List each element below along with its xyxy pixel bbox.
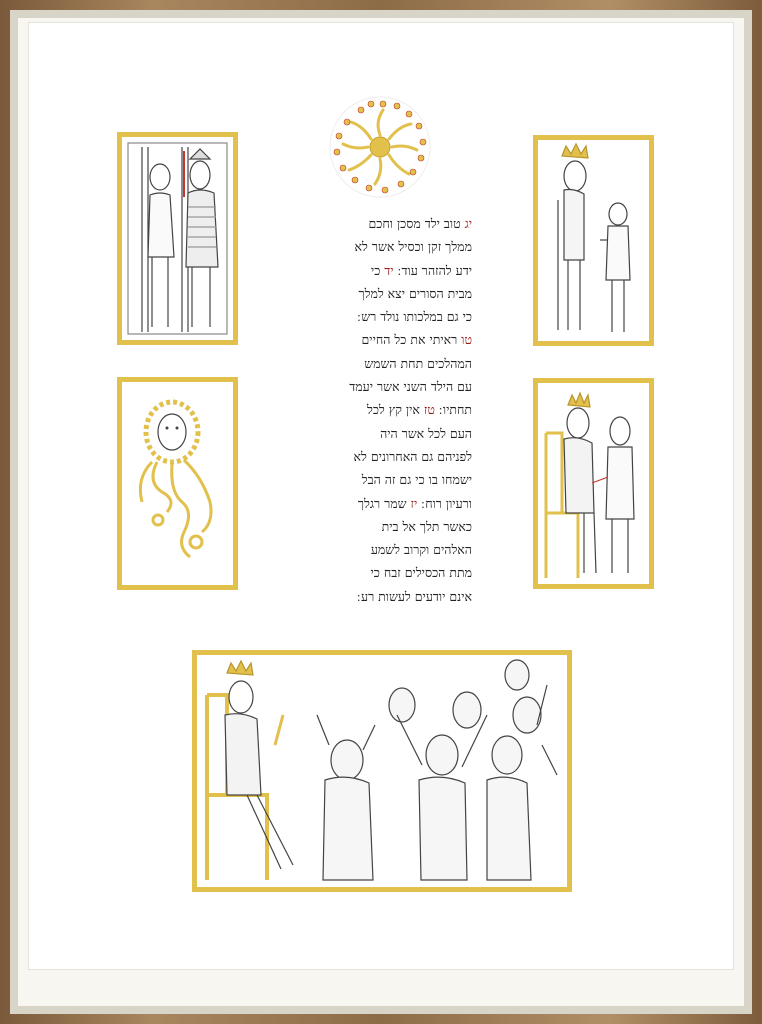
text-line: לפניהם גם האחרונים לא bbox=[353, 448, 472, 464]
text-line: תחתיו ׃ טז אין קץ לכל bbox=[366, 402, 472, 418]
panel-mid-right bbox=[533, 378, 654, 589]
panel-top-right bbox=[533, 135, 654, 346]
text-line: כאשר תלך אל בית bbox=[381, 518, 472, 534]
text-line: ישמחו בו כי גם זה הבל bbox=[361, 472, 472, 488]
prisoner-and-guard-icon bbox=[122, 137, 233, 340]
text-line: אינם יודעים לעשות רע ׃ bbox=[357, 588, 472, 604]
text-line: ממלך זקן וכסיל אשר לא bbox=[354, 239, 472, 255]
panel-top-left bbox=[117, 132, 238, 345]
text-line: ורעיון רוח ׃ יז שמר רגלך bbox=[357, 495, 472, 511]
panel-mid-left bbox=[117, 377, 238, 590]
panel-bottom bbox=[192, 650, 572, 892]
text-line: טו ראיתי את כל החיים bbox=[361, 332, 472, 348]
king-and-crowd-icon bbox=[197, 655, 567, 887]
text-line: יג טוב ילד מסכן וחכם bbox=[368, 216, 472, 231]
wreathed-head-icon bbox=[122, 382, 233, 585]
king-and-boy-icon bbox=[538, 140, 649, 341]
seated-king-and-youth-icon bbox=[538, 383, 649, 584]
text-line: עם הילד השני אשר יעמד bbox=[349, 379, 472, 395]
text-line: האלהים וקרוב לשמע bbox=[370, 542, 472, 558]
text-line: המהלכים תחת השמש bbox=[364, 355, 472, 371]
text-line: ידע להזהר עוד ׃ יד כי bbox=[370, 262, 472, 278]
text-line: מבית הסורים יצא למלך bbox=[358, 285, 472, 301]
gold-sun-icon bbox=[325, 92, 435, 202]
hebrew-text-block bbox=[292, 212, 472, 608]
text-line: מתת הכסילים זבח כי bbox=[370, 565, 472, 581]
text-line: כי גם במלכותו נולד רש ׃ bbox=[357, 309, 472, 325]
text-line: העם לכל אשר היה bbox=[380, 425, 472, 441]
